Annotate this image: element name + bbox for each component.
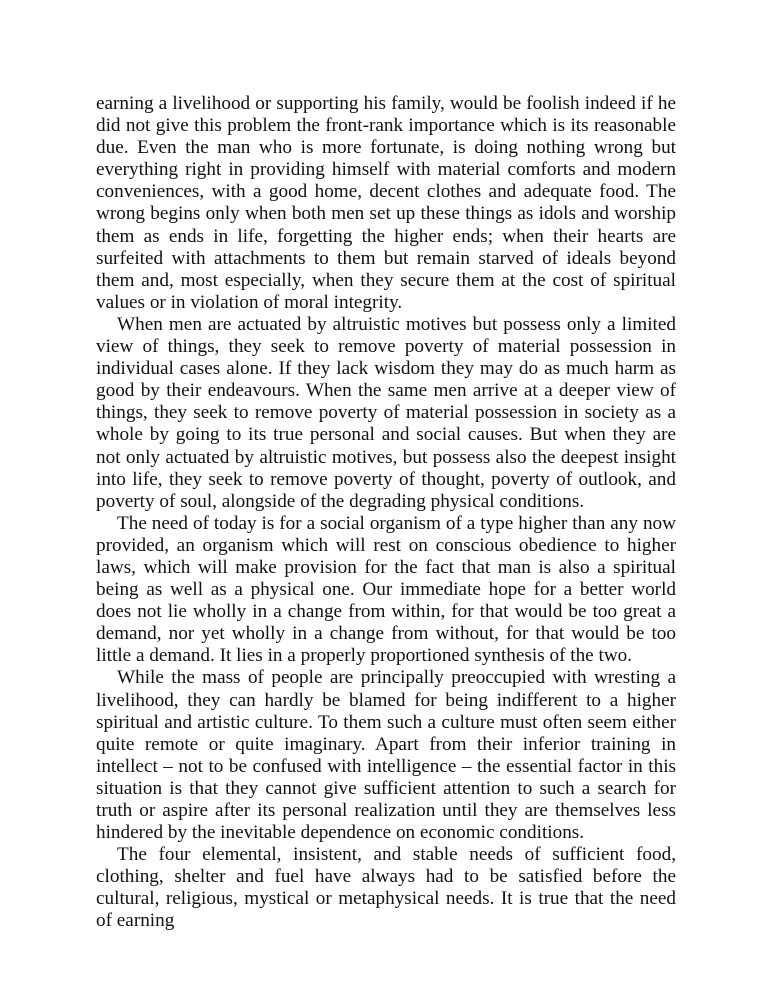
paragraph-elemental-needs: The four elemental, insistent, and stable needs of sufficient food, clothing, shelter and fuel have always had to be satisfied before the cultural, religious, mystical or metaphysical needs. It is true that the need of earning (96, 844, 676, 932)
page-body (96, 93, 676, 933)
paragraph-altruistic-motives: When men are actuated by altruistic motives but possess only a limited view of things, they seek to remove poverty of material possession in individual cases alone. If they lack wisdom they may do as much harm as good by their endeavours. When the same men arrive at a deeper view of things, they seek to remove poverty of material possession in society as a whole by going to its true personal and social causes. But when they are not only actuated by altruistic motives, but possess also the deepest insight into life, they seek to remove poverty of thought, poverty of outlook, and poverty of soul, alongside of the degrading physical conditions. (96, 313, 676, 512)
paragraph-continuation: earning a livelihood or supporting his family, would be foolish indeed if he did not give this problem the front-rank importance which is its reasonable due. Even the man who is more fortunate, is doing nothing wrong but everything right in providing himself with material comforts and modern conveniences, with a good home, decent clothes and adequate food. The wrong begins only when both men set up these things as idols and worship them as ends in life, forgetting the higher ends; when their hearts are surfeited with attachments to them but remain starved of ideals beyond them and, most especially, when they secure them at the cost of spiritual values or in violation of moral integrity. (96, 93, 676, 313)
paragraph-mass-of-people: While the mass of people are principally preoccupied with wresting a livelihood, they can hardly be blamed for being indifferent to a higher spiritual and artistic culture. To them such a culture must often seem either quite remote or quite imaginary. Apart from their inferior training in intellect – not to be confused with intelligence – the essential factor in this situation is that they cannot give sufficient attention to such a search for truth or aspire after its personal realization until they are themselves less hindered by the inevitable dependence on economic conditions. (96, 667, 676, 844)
paragraph-social-organism: The need of today is for a social organism of a type higher than any now provided, an organism which will rest on conscious obedience to higher laws, which will make provision for the fact that man is also a spiritual being as well as a physical one. Our immediate hope for a better world does not lie wholly in a change from within, for that would be too great a demand, nor yet wholly in a change from without, for that would be too little a demand. It lies in a properly proportioned synthesis of the two. (96, 512, 676, 667)
